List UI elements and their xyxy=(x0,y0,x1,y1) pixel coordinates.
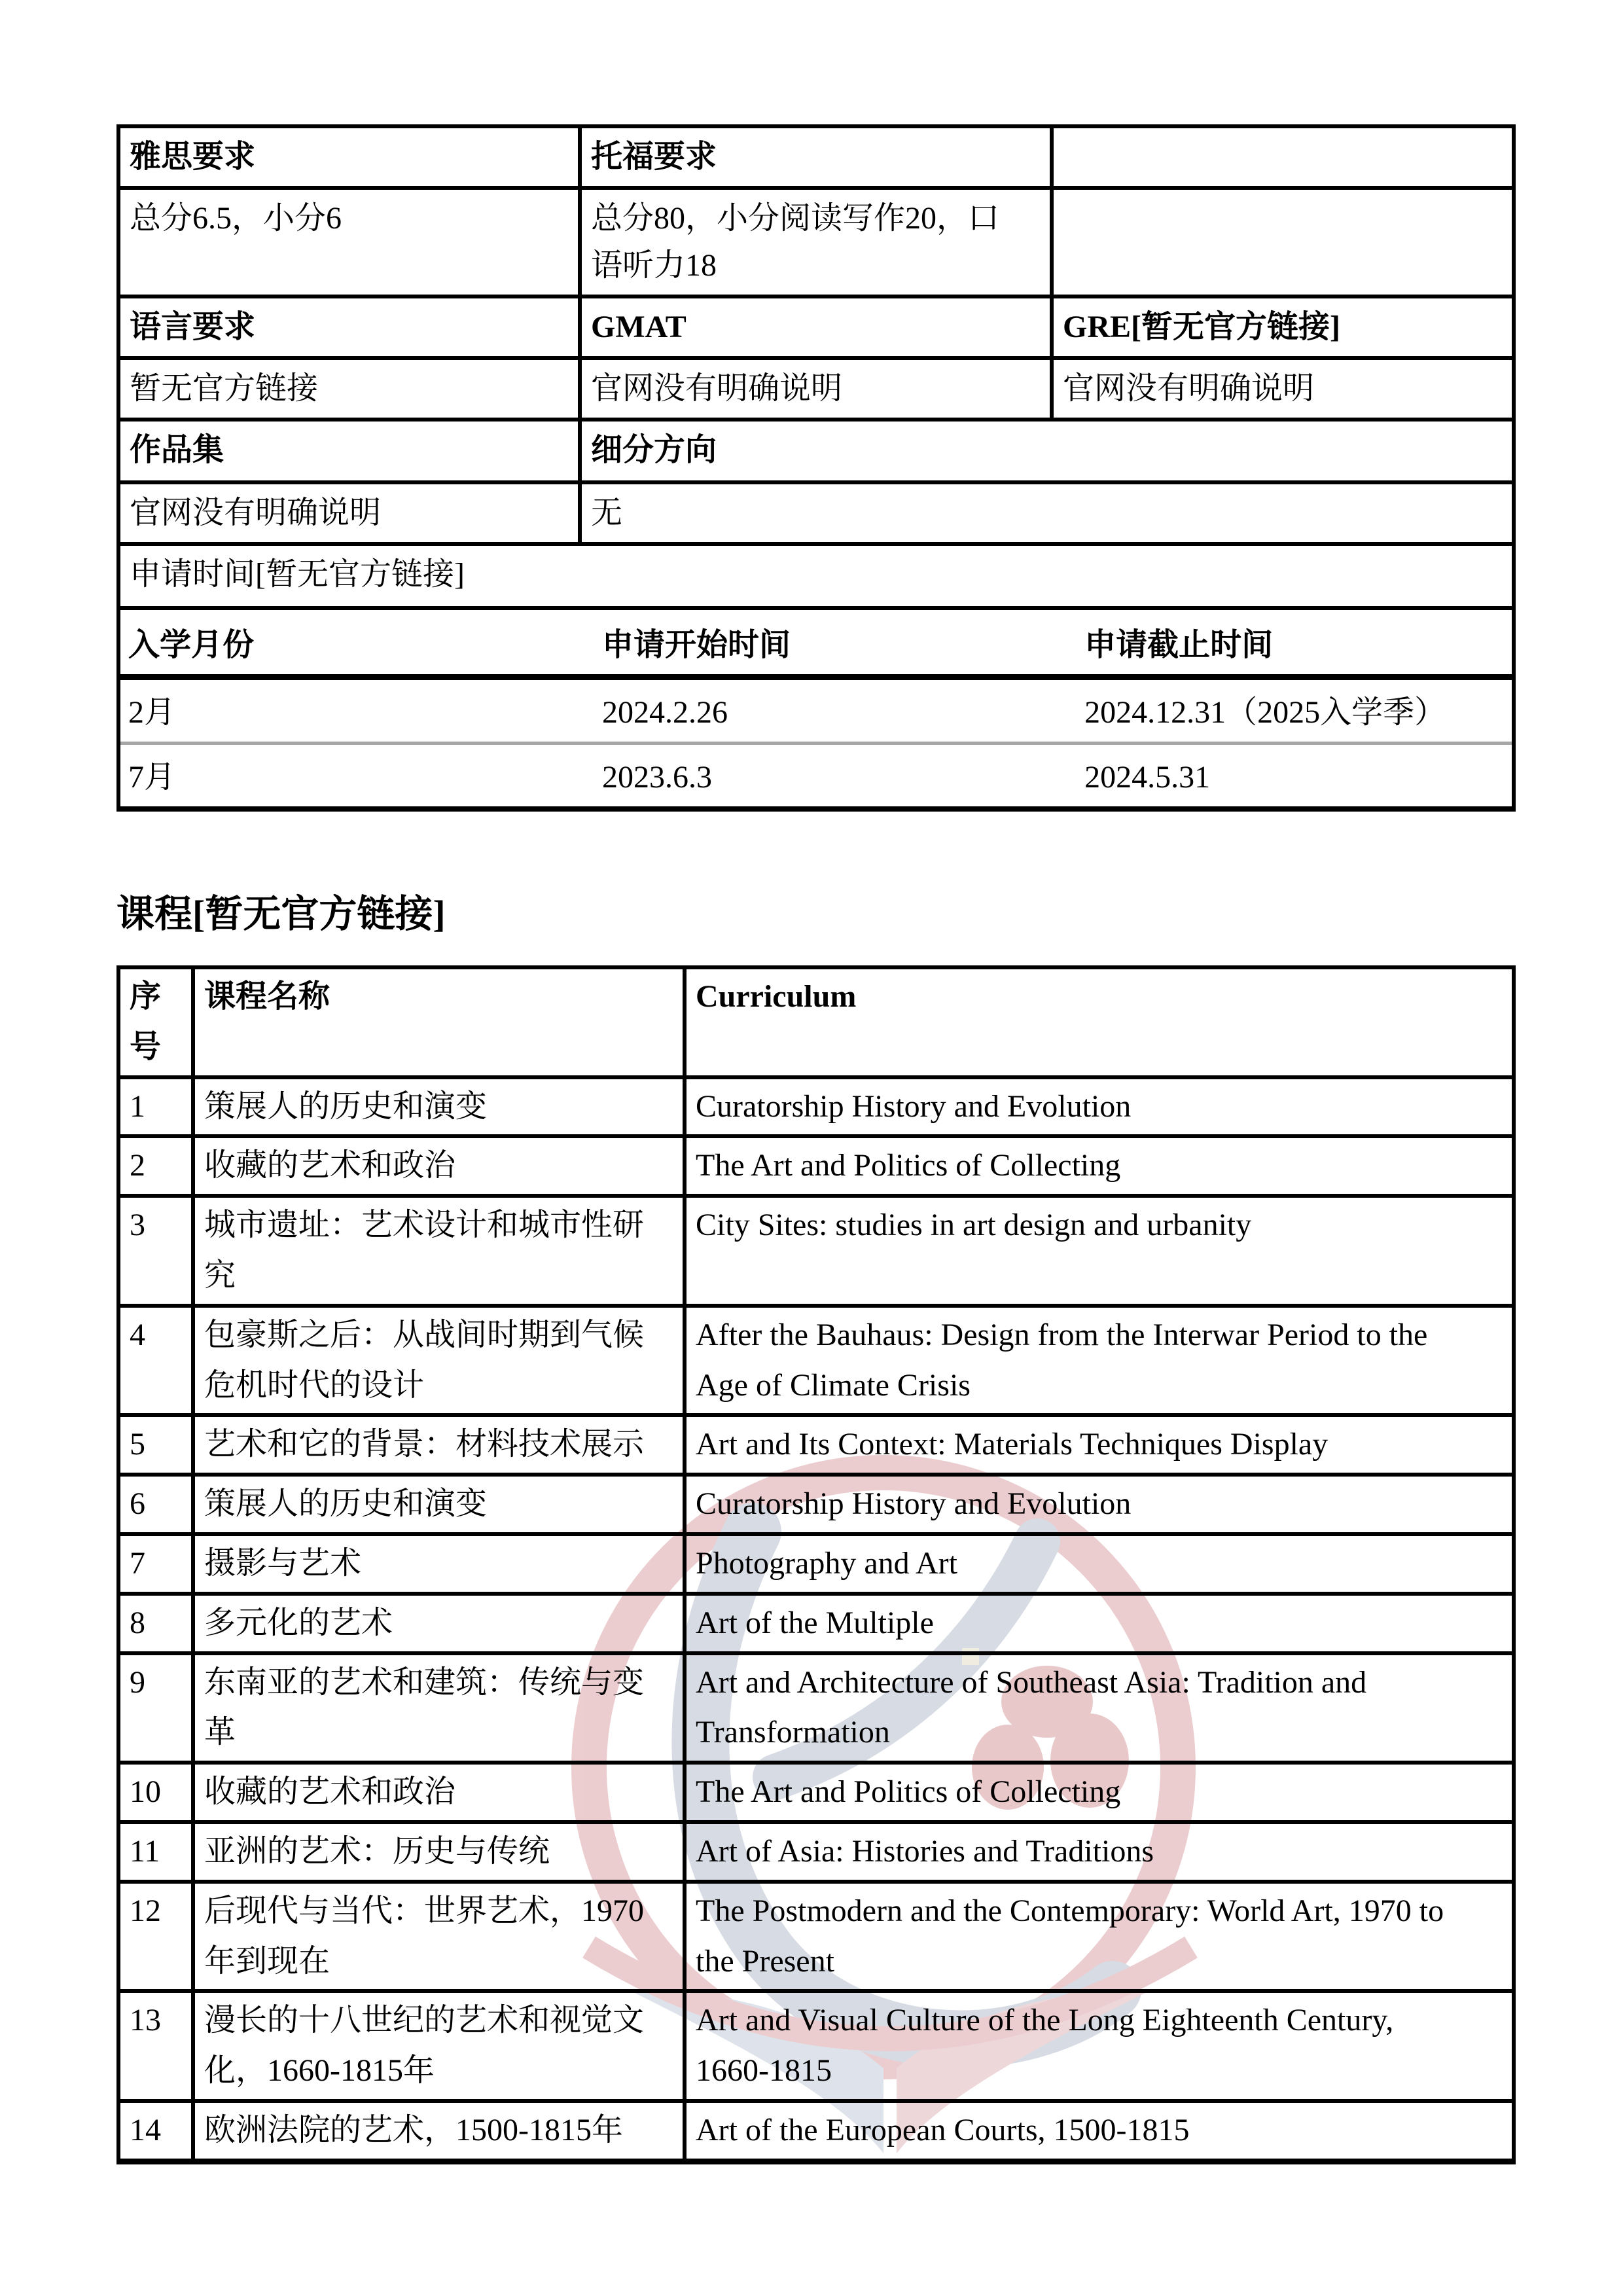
course-no-cell: 11 xyxy=(118,1822,193,1882)
admission-subtable-cell xyxy=(118,608,1514,809)
table-row xyxy=(120,744,1512,807)
course-zh-cell: 亚洲的艺术：历史与传统 xyxy=(193,1822,685,1882)
course-zh-cell: 多元化的艺术 xyxy=(193,1594,685,1653)
course-row xyxy=(118,1991,1514,2101)
language-req-value-cell: 暂无官方链接 xyxy=(118,358,580,420)
course-zh-cell: 策展人的历史和演变 xyxy=(193,1475,685,1534)
course-row xyxy=(118,1306,1514,1416)
course-row xyxy=(118,1594,1514,1653)
admission-dates-table xyxy=(120,610,1512,806)
course-en-cell: Art of the European Courts, 1500-1815 xyxy=(685,2101,1514,2161)
application-time-cell: 申请时间[暂无官方链接] xyxy=(118,544,1514,608)
course-zh-cell: 收藏的艺术和政治 xyxy=(193,1136,685,1196)
course-zh-cell: 艺术和它的背景：材料技术展示 xyxy=(193,1415,685,1475)
empty-cell xyxy=(1052,126,1514,188)
table-row xyxy=(118,482,1514,544)
course-en-cell: Art of Asia: Histories and Traditions xyxy=(685,1822,1514,1882)
course-table xyxy=(116,965,1516,2164)
course-row xyxy=(118,1475,1514,1534)
empty-cell xyxy=(1052,188,1514,296)
course-en-cell: Curatorship History and Evolution xyxy=(685,1077,1514,1137)
requirements-table xyxy=(116,124,1516,812)
course-row xyxy=(118,1077,1514,1137)
gmat-value-cell: 官网没有明确说明 xyxy=(580,358,1052,420)
table-header-row xyxy=(118,967,1514,1077)
intake-month-cell: 2月 xyxy=(128,695,176,730)
table-row xyxy=(118,544,1514,608)
course-en-cell: Art of the Multiple xyxy=(685,1594,1514,1653)
app-open-cell: 2023.6.3 xyxy=(594,744,1077,807)
app-deadline-cell: 2024.5.31 xyxy=(1077,744,1512,807)
course-zh-cell: 欧洲法院的艺术，1500-1815年 xyxy=(193,2101,685,2161)
course-en-cell: Art and Its Context: Materials Techniques Display xyxy=(685,1415,1514,1475)
app-deadline-cell: 2024.12.31（2025入学季） xyxy=(1084,695,1446,730)
course-row xyxy=(118,1653,1514,1763)
table-row xyxy=(118,608,1514,809)
app-open-cell: 2024.2.26 xyxy=(602,695,728,730)
course-zh-header-cell: 课程名称 xyxy=(193,967,685,1077)
course-zh-cell: 后现代与当代：世界艺术，1970年到现在 xyxy=(193,1882,685,1992)
portfolio-header-cell: 作品集 xyxy=(118,420,580,482)
table-row xyxy=(120,610,1512,677)
course-no-cell: 9 xyxy=(118,1653,193,1763)
course-no-cell: 14 xyxy=(118,2101,193,2161)
course-no-cell: 6 xyxy=(118,1475,193,1534)
toefl-value-cell: 总分80，小分阅读写作20，口语听力18 xyxy=(580,188,1052,296)
course-no-cell: 4 xyxy=(118,1306,193,1416)
table-row xyxy=(118,188,1514,296)
course-row xyxy=(118,1415,1514,1475)
course-zh-cell: 漫长的十八世纪的艺术和视觉文化，1660-1815年 xyxy=(193,1991,685,2101)
table-row xyxy=(120,677,1512,744)
course-en-cell: City Sites: studies in art design and urbanity xyxy=(685,1196,1514,1306)
course-en-cell: Art and Architecture of Southeast Asia: Tradition and Transformation xyxy=(685,1653,1514,1763)
course-no-cell: 10 xyxy=(118,1763,193,1822)
gre-value-cell: 官网没有明确说明 xyxy=(1052,358,1514,420)
ielts-header-cell: 雅思要求 xyxy=(118,126,580,188)
course-no-cell: 1 xyxy=(118,1077,193,1137)
course-en-cell: After the Bauhaus: Design from the Interwar Period to the Age of Climate Crisis xyxy=(685,1306,1514,1416)
course-row xyxy=(118,2101,1514,2161)
course-zh-cell: 摄影与艺术 xyxy=(193,1534,685,1594)
toefl-header-cell: 托福要求 xyxy=(580,126,1052,188)
course-row xyxy=(118,1136,1514,1196)
course-row xyxy=(118,1882,1514,1992)
course-no-cell: 7 xyxy=(118,1534,193,1594)
course-en-cell: The Postmodern and the Contemporary: World Art, 1970 to the Present xyxy=(685,1882,1514,1992)
course-no-cell: 3 xyxy=(118,1196,193,1306)
gre-header-cell: GRE[暂无官方链接] xyxy=(1052,296,1514,358)
language-req-header-cell: 语言要求 xyxy=(118,296,580,358)
table-row xyxy=(118,420,1514,482)
course-zh-cell: 收藏的艺术和政治 xyxy=(193,1763,685,1822)
app-deadline-header-cell: 申请截止时间 xyxy=(1077,610,1512,677)
course-no-cell: 12 xyxy=(118,1882,193,1992)
course-row xyxy=(118,1534,1514,1594)
course-no-cell: 13 xyxy=(118,1991,193,2101)
course-row xyxy=(118,1822,1514,1882)
course-no-cell: 8 xyxy=(118,1594,193,1653)
course-en-cell: Photography and Art xyxy=(685,1534,1514,1594)
course-en-cell: Curatorship History and Evolution xyxy=(685,1475,1514,1534)
gmat-header-cell: GMAT xyxy=(580,296,1052,358)
table-row xyxy=(118,296,1514,358)
specialization-header-cell: 细分方向 xyxy=(580,420,1514,482)
course-zh-cell: 城市遗址：艺术设计和城市性研究 xyxy=(193,1196,685,1306)
course-zh-cell: 东南亚的艺术和建筑：传统与变革 xyxy=(193,1653,685,1763)
course-en-cell: Art and Visual Culture of the Long Eighteenth Century, 1660-1815 xyxy=(685,1991,1514,2101)
course-no-cell: 5 xyxy=(118,1415,193,1475)
course-en-header-cell: Curriculum xyxy=(685,967,1514,1077)
intake-month-cell: 7月 xyxy=(120,744,594,807)
table-row xyxy=(118,126,1514,188)
course-zh-cell: 包豪斯之后：从战间时期到气候危机时代的设计 xyxy=(193,1306,685,1416)
ielts-value-cell: 总分6.5，小分6 xyxy=(118,188,580,296)
course-row xyxy=(118,1196,1514,1306)
app-open-header-cell: 申请开始时间 xyxy=(594,610,1077,677)
course-no-header-cell: 序号 xyxy=(118,967,193,1077)
portfolio-value-cell: 官网没有明确说明 xyxy=(118,482,580,544)
course-section-heading: 课程[暂无官方链接] xyxy=(116,893,446,935)
course-en-cell: The Art and Politics of Collecting xyxy=(685,1136,1514,1196)
specialization-value-cell: 无 xyxy=(580,482,1514,544)
course-row xyxy=(118,1763,1514,1822)
course-en-cell: The Art and Politics of Collecting xyxy=(685,1763,1514,1822)
course-zh-cell: 策展人的历史和演变 xyxy=(193,1077,685,1137)
course-no-cell: 2 xyxy=(118,1136,193,1196)
table-row xyxy=(118,358,1514,420)
intake-month-header-cell: 入学月份 xyxy=(120,610,594,677)
